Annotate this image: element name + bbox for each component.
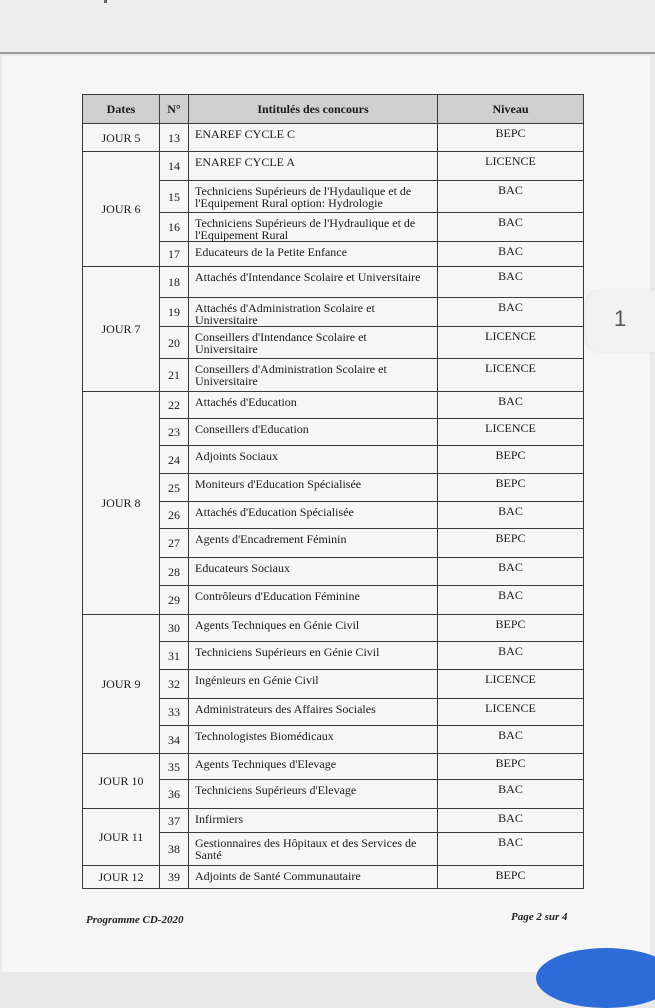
number-cell: 23: [160, 419, 189, 446]
exam-title-cell: Attachés d'Education Spécialisée: [189, 502, 438, 529]
exam-title-cell: Agents d'Encadrement Féminin: [189, 529, 438, 558]
exam-title-cell: Adjoints de Santé Communautaire: [189, 866, 438, 889]
level-cell: BEPC: [438, 446, 584, 474]
level-cell: LICENCE: [438, 152, 584, 181]
header-number: N°: [160, 95, 189, 124]
level-cell: LICENCE: [438, 699, 584, 726]
footer-program: Programme CD-2020: [86, 914, 184, 926]
level-cell: BAC: [438, 809, 584, 833]
number-cell: 35: [160, 754, 189, 780]
number-cell: 16: [160, 213, 189, 242]
exam-title-cell: ENAREF CYCLE A: [189, 152, 438, 181]
exam-title-cell: Gestionnaires des Hôpitaux et des Services de Santé: [189, 833, 438, 866]
exam-title-cell: Attachés d'Intendance Scolaire et Universitaire: [189, 267, 438, 298]
level-cell: BEPC: [438, 529, 584, 558]
number-cell: 33: [160, 699, 189, 726]
number-cell: 27: [160, 529, 189, 558]
number-cell: 21: [160, 359, 189, 392]
exam-title-cell: Attachés d'Administration Scolaire et Universitaire: [189, 298, 438, 327]
level-cell: BAC: [438, 726, 584, 754]
level-cell: BAC: [438, 242, 584, 267]
floating-action-button[interactable]: [536, 948, 655, 1008]
date-cell: JOUR 7: [83, 267, 160, 392]
level-cell: BAC: [438, 298, 584, 327]
number-cell: 17: [160, 242, 189, 267]
table-row: [83, 392, 584, 419]
number-cell: 32: [160, 670, 189, 699]
document-page: [2, 56, 650, 972]
date-cell: JOUR 9: [83, 615, 160, 754]
level-cell: BAC: [438, 586, 584, 615]
exam-title-cell: Educateurs Sociaux: [189, 558, 438, 586]
exam-title-cell: Techniciens Supérieurs de l'Hydaulique et de l'Equipement Rural option: Hydrologie: [189, 181, 438, 213]
page-indicator-number: 1: [614, 306, 627, 331]
number-cell: 26: [160, 502, 189, 529]
level-cell: LICENCE: [438, 670, 584, 699]
level-cell: LICENCE: [438, 359, 584, 392]
number-cell: 24: [160, 446, 189, 474]
exam-title-cell: Conseillers d'Intendance Scolaire et Universitaire: [189, 327, 438, 359]
page-mark: [104, 0, 107, 3]
header-level: Niveau: [438, 95, 584, 124]
table-row: [83, 124, 584, 152]
table-row: [83, 267, 584, 298]
number-cell: 18: [160, 267, 189, 298]
number-cell: 14: [160, 152, 189, 181]
previous-page-edge: [0, 0, 655, 54]
page-indicator[interactable]: [586, 290, 655, 352]
date-cell: JOUR 10: [83, 754, 160, 809]
table-row: [83, 152, 584, 181]
level-cell: BAC: [438, 780, 584, 809]
table-row: [83, 754, 584, 780]
date-cell: JOUR 5: [83, 124, 160, 152]
exam-title-cell: Agents Techniques en Génie Civil: [189, 615, 438, 642]
exam-title-cell: Techniciens Supérieurs en Génie Civil: [189, 642, 438, 670]
level-cell: BAC: [438, 267, 584, 298]
level-cell: BEPC: [438, 866, 584, 889]
level-cell: BAC: [438, 392, 584, 419]
number-cell: 37: [160, 809, 189, 833]
level-cell: BAC: [438, 502, 584, 529]
header-dates: Dates: [83, 95, 160, 124]
number-cell: 19: [160, 298, 189, 327]
exam-title-cell: ENAREF CYCLE C: [189, 124, 438, 152]
header-exam-title: Intitulés des concours: [189, 95, 438, 124]
number-cell: 29: [160, 586, 189, 615]
level-cell: BAC: [438, 833, 584, 866]
level-cell: BEPC: [438, 474, 584, 502]
exam-schedule-table: [82, 94, 584, 889]
date-cell: JOUR 11: [83, 809, 160, 866]
number-cell: 34: [160, 726, 189, 754]
exam-title-cell: Techniciens Supérieurs de l'Hydraulique et de l'Equipement Rural: [189, 213, 438, 242]
number-cell: 31: [160, 642, 189, 670]
exam-title-cell: Conseillers d'Education: [189, 419, 438, 446]
level-cell: BAC: [438, 181, 584, 213]
level-cell: BEPC: [438, 124, 584, 152]
exam-title-cell: Technologistes Biomédicaux: [189, 726, 438, 754]
level-cell: BEPC: [438, 754, 584, 780]
exam-title-cell: Ingénieurs en Génie Civil: [189, 670, 438, 699]
table-row: [83, 809, 584, 833]
exam-title-cell: Contrôleurs d'Education Féminine: [189, 586, 438, 615]
date-cell: JOUR 8: [83, 392, 160, 615]
number-cell: 38: [160, 833, 189, 866]
exam-title-cell: Infirmiers: [189, 809, 438, 833]
date-cell: JOUR 12: [83, 866, 160, 889]
table-row: [83, 866, 584, 889]
number-cell: 28: [160, 558, 189, 586]
level-cell: LICENCE: [438, 327, 584, 359]
exam-title-cell: Conseillers d'Administration Scolaire et Universitaire: [189, 359, 438, 392]
level-cell: BAC: [438, 642, 584, 670]
number-cell: 30: [160, 615, 189, 642]
level-cell: BAC: [438, 213, 584, 242]
table-row: [83, 615, 584, 642]
number-cell: 25: [160, 474, 189, 502]
table-header-row: [83, 95, 584, 124]
exam-title-cell: Techniciens Supérieurs d'Elevage: [189, 780, 438, 809]
number-cell: 36: [160, 780, 189, 809]
exam-title-cell: Moniteurs d'Education Spécialisée: [189, 474, 438, 502]
level-cell: BEPC: [438, 615, 584, 642]
date-cell: JOUR 6: [83, 152, 160, 267]
number-cell: 39: [160, 866, 189, 889]
exam-title-cell: Educateurs de la Petite Enfance: [189, 242, 438, 267]
exam-title-cell: Administrateurs des Affaires Sociales: [189, 699, 438, 726]
exam-title-cell: Adjoints Sociaux: [189, 446, 438, 474]
number-cell: 22: [160, 392, 189, 419]
level-cell: BAC: [438, 558, 584, 586]
number-cell: 15: [160, 181, 189, 213]
exam-title-cell: Attachés d'Education: [189, 392, 438, 419]
level-cell: LICENCE: [438, 419, 584, 446]
number-cell: 13: [160, 124, 189, 152]
number-cell: 20: [160, 327, 189, 359]
exam-title-cell: Agents Techniques d'Elevage: [189, 754, 438, 780]
footer-page-number: Page 2 sur 4: [511, 911, 568, 923]
